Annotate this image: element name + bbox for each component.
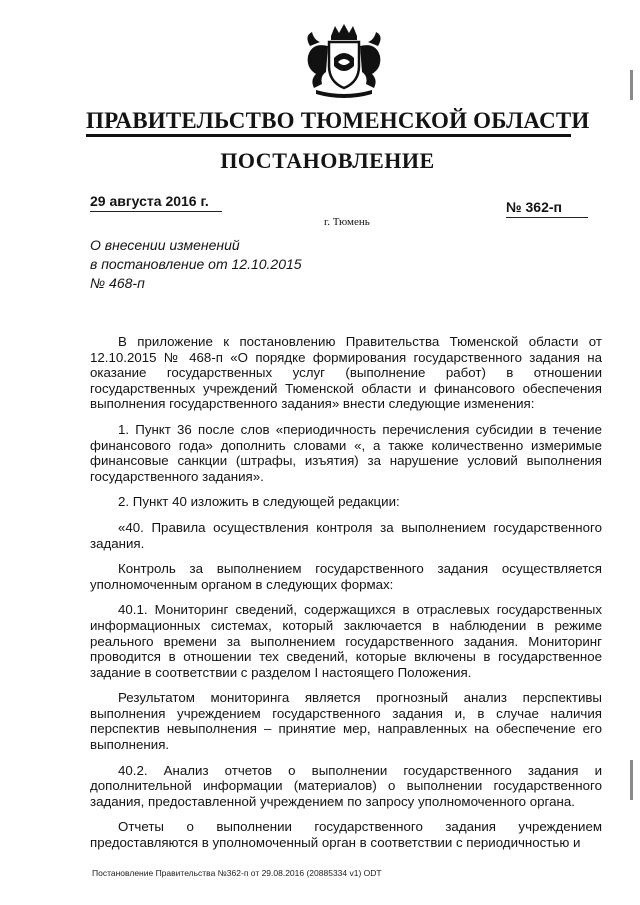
number-underline: [506, 217, 588, 218]
body-paragraph: Отчеты о выполнении государственного задания учреждением предоставляются в уполномоченный орган в соответствии с периодичностью и: [90, 819, 602, 851]
body-paragraph: 40.2. Анализ отчетов о выполнении государственного задания и дополнительной информации (материалов) о выполнении государственного задания, предоставленной учреждением по запросу уполномоченного органа.: [90, 762, 602, 809]
date-underline: [90, 211, 222, 212]
document-type: ПОСТАНОВЛЕНИЕ: [220, 148, 435, 173]
document-body: [90, 334, 602, 861]
document-footer: Постановление Правительства №362-п от 29.08.2016 (20885334 v1) ODT: [92, 868, 382, 878]
body-paragraph: 1. Пункт 36 после слов «периодичность перечисления субсидии в течение финансового года» дополнить словами «, а также количественно измеримые финансовые санкции (штрафы, изъятия) за нарушение условий выполнения государственного задания».: [90, 421, 602, 484]
subject-line: в постановление от 12.10.2015: [90, 256, 302, 272]
body-paragraph: В приложение к постановлению Правительства Тюменской области от 12.10.2015 № 468-п «О порядке формирования государственного задания на оказание государственных услуг (выполнение работ) в отношении государственных учреждений Тюменской области и финансового обеспечения выполнения государственного задания» внести следующие изменения:: [90, 334, 602, 412]
subject-line: № 468-п: [90, 275, 145, 291]
document-date: 29 августа 2016 г.: [90, 193, 209, 209]
scan-edge-mark: [630, 760, 633, 800]
document-number: № 362-п: [506, 199, 562, 215]
body-paragraph: Результатом мониторинга является прогнозный анализ перспективы выполнения учреждением государственного задания и, в случае наличия перспектив невыполнения – принятие мер, направленных на обеспечение его выполнения.: [90, 690, 602, 753]
scan-edge-mark: [630, 70, 633, 100]
body-paragraph: Контроль за выполнением государственного задания осуществляется уполномоченным органом в следующих формах:: [90, 561, 602, 592]
body-paragraph: 2. Пункт 40 изложить в следующей редакции:: [118, 494, 400, 510]
body-paragraph: 40.1. Мониторинг сведений, содержащихся в отраслевых государственных информационных системах, который заключается в наблюдении в режиме реального времени за выполнением государственного задания. Мониторинг проводится в отношении тех сведений, которые включены в государственное задание в соответствии с разделом I настоящего Положения.: [90, 602, 602, 680]
organization-title: ПРАВИТЕЛЬСТВО ТЮМЕНСКОЙ ОБЛАСТИ: [86, 108, 590, 133]
subject-line: О внесении изменений: [90, 237, 240, 253]
document-city: г. Тюмень: [324, 216, 370, 228]
coat-of-arms-icon: [298, 22, 390, 98]
title-underline: [86, 134, 571, 137]
document-subject: [90, 236, 302, 293]
body-paragraph: «40. Правила осуществления контроля за выполнением государственного задания.: [90, 519, 602, 551]
